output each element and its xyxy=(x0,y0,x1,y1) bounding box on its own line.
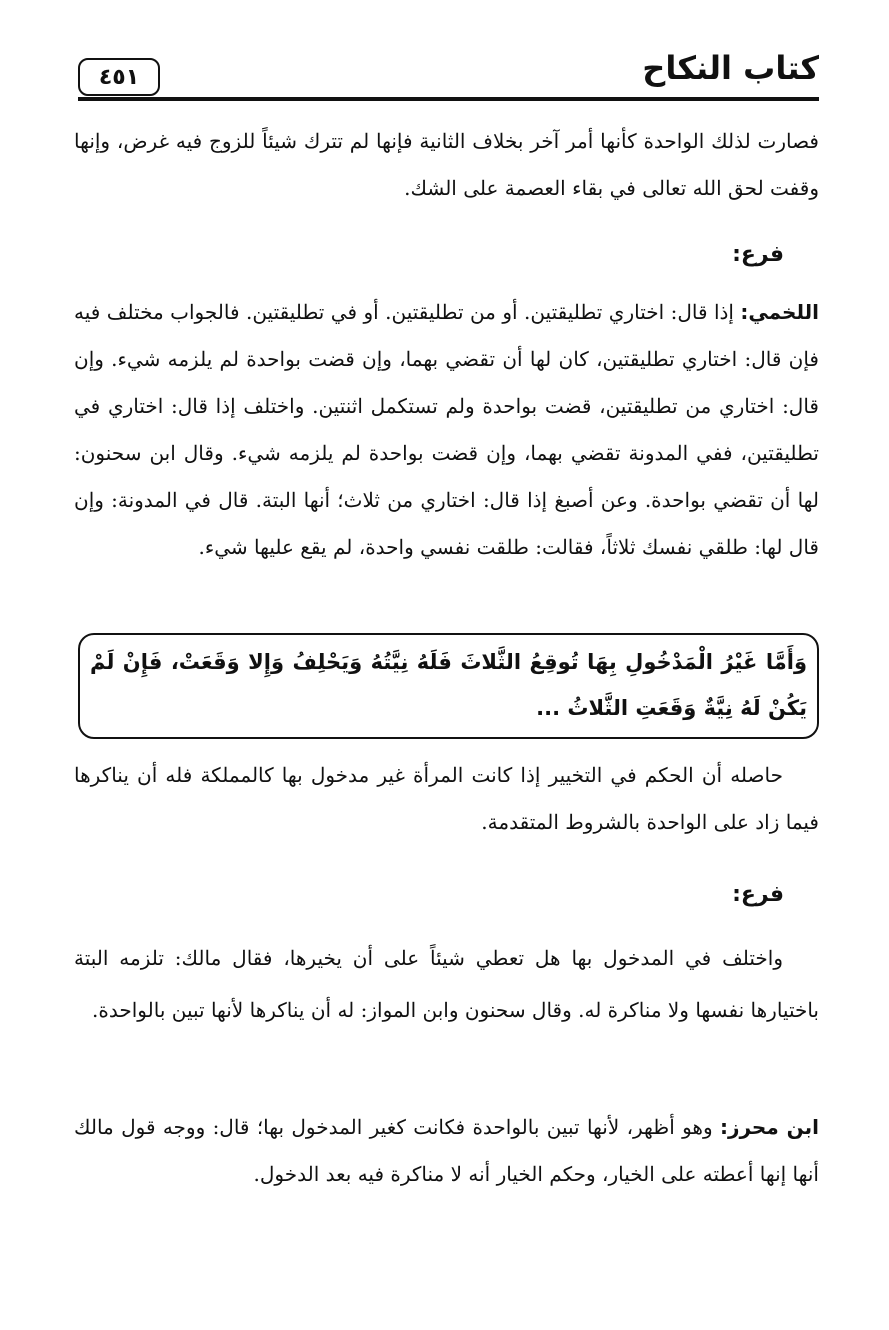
header-divider xyxy=(78,97,819,101)
paragraph-5 xyxy=(74,1104,819,1198)
page-number: ٤٥١ xyxy=(78,58,160,96)
section-heading-1: فرع: xyxy=(732,242,784,267)
paragraph-2-text: إذا قال: اختاري تطليقتين. أو من تطليقتين. أو في تطليقتين. فالجواب مختلف فيه فإن قال: اختاري تطليقتين، كان لها أن تقضي بهما، وإن قضت بواحدة لم يلزمه شيء. وإن قال: اختاري من تطليقتين، قضت بواحدة ولم تستكمل اثنتين. واختلف إذا قال: اختاري في تطليقتين، ففي المدونة تقضي بهما، وإن قضت بواحدة لم يلزمه شيء. وقال ابن سحنون: لها أن تقضي بواحدة. وعن أصبغ إذا قال: اختاري من ثلاث؛ أنها البتة. قال في المدونة: وإن قال لها: طلقي نفسك ثلاثاً، فقالت: طلقت نفسي واحدة، لم يقع عليها شيء. xyxy=(74,300,819,559)
section-heading-2: فرع: xyxy=(732,882,784,907)
paragraph-2 xyxy=(74,289,819,571)
paragraph-5-text: وهو أظهر، لأنها تبين بالواحدة فكانت كغير المدخول بها؛ قال: ووجه قول مالك أنها إنها أعطته على الخيار، وحكم الخيار أنه لا مناكرة فيه بعد الدخول. xyxy=(74,1115,819,1186)
paragraph-2-label: اللخمي: xyxy=(740,300,819,324)
paragraph-1: فصارت لذلك الواحدة كأنها أمر آخر بخلاف الثانية فإنها لم تترك شيئاً للزوج فيه غرض، وإنها وقفت لحق الله تعالى في بقاء العصمة على الشك. xyxy=(74,129,819,200)
matn-text: وَأَمَّا غَيْرُ الْمَدْخُولِ بِهَا تُوقِعُ الثَّلاثَ فَلَهُ نِيَّتُهُ وَيَحْلِفُ وَإِلا وَقَعَتْ، فَإِنْ لَمْ يَكُنْ لَهُ نِيَّةٌ وَقَعَتِ الثَّلاثُ ... xyxy=(90,650,807,720)
page-header xyxy=(78,40,819,100)
paragraph-5-label: ابن محرز: xyxy=(719,1115,820,1139)
paragraph-4: واختلف في المدخول بها هل تعطي شيئاً على أن يخيرها، فقال مالك: تلزمه البتة باختيارها نفسها ولا مناكرة له. وقال سحنون وابن المواز: له أن يناكرها لأنها تبين بالواحدة. xyxy=(74,946,819,1022)
paragraph-3: حاصله أن الحكم في التخيير إذا كانت المرأة غير مدخول بها كالمملكة فله أن يناكرها فيما زاد على الواحدة بالشروط المتقدمة. xyxy=(74,763,819,834)
book-title: كتاب النكاح xyxy=(642,49,819,87)
matn-box xyxy=(78,633,819,739)
